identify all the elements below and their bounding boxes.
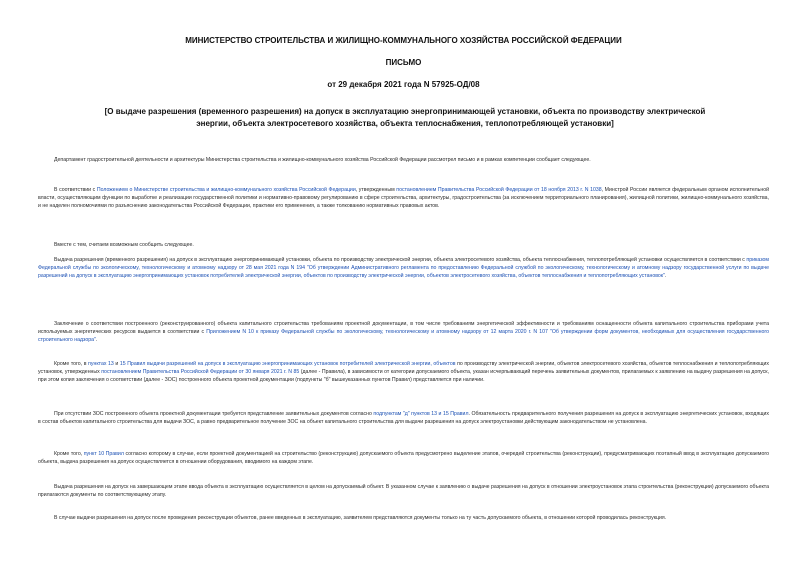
link-appendix-10-order-107[interactable]: Приложением N 10 к приказу Федеральной службы по экологическому, технологическому и атомному надзору от 12 марта 2020 г. N 107 "Об утверждении форм документов, необходимых для осуществления государственного строительного надзора" (38, 329, 770, 344)
paragraph-3: Вместе с тем, считаем возможным сообщить следующее. (54, 242, 194, 248)
link-clause-10-rules[interactable]: пункт 10 Правил (83, 451, 124, 457)
text-run: , Минстрой России является федеральным органом исполнительной власти, осуществляющим функции по выработке и реализации государственной политики и нормативно-правовому регулированию в сфере строительства, архитектуры, градостроительства (за исключением территориального планирования), жилищной политики, жилищно-коммунального хозяйства, и не наделен полномочиями по разъяснению законодательства Российской Федерации, практики его применения, а также толкованию нормативных правовых актов. (38, 187, 769, 210)
link-rostekhnadzor-order-194[interactable]: приказом Федеральной службы по экологическому, технологическому и атомному надзору от 28 мая 2021 года N 194 "Об утверждении Административного регламента по предоставлению Федеральной службой по экологическому, технологическому и атомному надзору государственной услуги по выдаче разрешений на допуск в эксплуатацию энергопринимающих установок потребителей электрической энергии, объектов по производству электрической энергии, объектов электросетевого хозяйства, объектов теплоснабжения и теплопотребляющих установок" (38, 257, 769, 280)
text-run: . (664, 273, 667, 280)
paragraph-6 (38, 360, 769, 385)
text-run: Заключение о соответствии построенного (реконструированного) объекта капитального строительства требованиям проектной документации, в том числе требованиям энергетической эффективности и требованиям оснащенности объекта капитального строительства приборами учета используемых энергетических ресурсов выдается в соответствии с (38, 321, 769, 336)
text-run: , утвержденным (355, 187, 397, 193)
text-run: В соответствии с (54, 187, 97, 193)
paragraph-7 (38, 410, 769, 426)
link-clause-15-rules[interactable]: 15 Правил выдачи разрешений на допуск в эксплуатацию энергопринимающих установок потребителей электрической энергии, объектов (119, 361, 456, 367)
link-ministry-regulation[interactable]: Положением о Министерстве строительства и жилищно-коммунального хозяйства Российской Федерации (96, 187, 356, 193)
text-run: по производству электрической энергии, объектов электросетевого хозяйства, объектов теплоснабжения и теплопотребляющих установок, утвержденных (38, 361, 770, 376)
text-run: . Обязательность предварительного получения разрешения на допуск в эксплуатацию энергетических установок, входящих в состав объектов капитального строительства для выдачи ЗОС, а равно предварительное получение ЗОС на объект капитального строительства для выдачи разрешения на допуск электроустановки действующим законодательством не установлена. (38, 411, 770, 426)
paragraph-9: Выдача разрешения на допуск на завершающем этапе ввода объекта в эксплуатацию осуществляется в целом на допускаемый объект. В указанном случае к заявлению о выдаче разрешения на допуск в отношении электроустановок этапа строительства (реконструкции) допускаемого объекта прилагаются документы по соответствующему этапу. (38, 484, 769, 499)
text-run: Кроме того, (54, 451, 84, 457)
link-clause-13[interactable]: пунктах 13 (88, 361, 114, 367)
text-run: . (95, 337, 98, 344)
text-run: Кроме того, в (54, 361, 89, 367)
paragraph-4 (38, 256, 769, 281)
document-subject: [О выдаче разрешения (временного разрешения) на допуск в эксплуатацию энергопринимающей установки, объекта по производству электрической энергии, объекта электросетевого хозяйства, объекта теплоснабжения, теплопотребляющей установки] (104, 107, 706, 128)
paragraph-1: Департамент градостроительной деятельности и архитектуры Министерства строительства и жилищно-коммунального хозяйства Российской Федерации рассмотрел письмо и в рамках компетенции сообщает следующее. (54, 157, 591, 163)
issuer-heading: МИНИСТЕРСТВО СТРОИТЕЛЬСТВА И ЖИЛИЩНО-КОММУНАЛЬНОГО ХОЗЯЙСТВА РОССИЙСКОЙ ФЕДЕРАЦИИ (185, 36, 622, 45)
text-run: согласно которому в случае, если проектной документацией на строительство (реконструкцию) допускаемого объекта предусмотрено выделение этапов, очередей строительства (реконструкции), предусматривающих поэтапный ввод в эксплуатацию допускаемого объекта, выдача разрешения на допуск осуществляется в отношении оборудования, вводимого на каждом этапе. (38, 451, 769, 466)
paragraph-2 (38, 186, 769, 211)
paragraph-5 (38, 320, 769, 345)
link-government-decree-1038[interactable]: постановлением Правительства Российской Федерации от 18 ноября 2013 г. N 1038 (396, 187, 602, 193)
link-government-decree-85[interactable]: постановлением Правительства Российской Федерации от 30 января 2021 г. N 85 (101, 369, 300, 376)
link-subclauses-d[interactable]: подпунктам "д" пунктов 13 и 15 Правил (373, 411, 469, 417)
paragraph-10: В случае выдачи разрешения на допуск после проведения реконструкции объектов, ранее введенных в эксплуатацию, заявителем представляются документы только на ту часть допускаемого объекта, в отношении которой проводилась реконструкция. (54, 515, 667, 521)
text-run: Выдача разрешения (временного разрешения) на допуск в эксплуатацию энергопринимающей установки, объекта по производству электрической энергии, объекта электросетевого хозяйства, объекта теплоснабжения, теплопотребляющей установки осуществляется в соответствии с (54, 257, 747, 263)
text-run: и (113, 361, 120, 367)
document-type-heading: ПИСЬМО (385, 58, 422, 67)
paragraph-8 (38, 450, 769, 466)
text-run: При отсутствии ЗОС построенного объекта проектной документации требуется представление заявительных документов согласно (54, 411, 374, 417)
document-date-number: от 29 декабря 2021 года N 57925-ОД/08 (327, 80, 480, 89)
text-run: (далее - Правила), в зависимости от категории допускаемого объекта, указан исчерпывающий перечень заявительных документов, прилагаемых к заявлению на выдачу разрешения на допуск, при этом копия заключения о соответствии (далее - ЗОС) построенного объекта проектной документации (подпункты "б" вышеуказанных пунктов Правил) представляется при наличии. (38, 369, 769, 384)
